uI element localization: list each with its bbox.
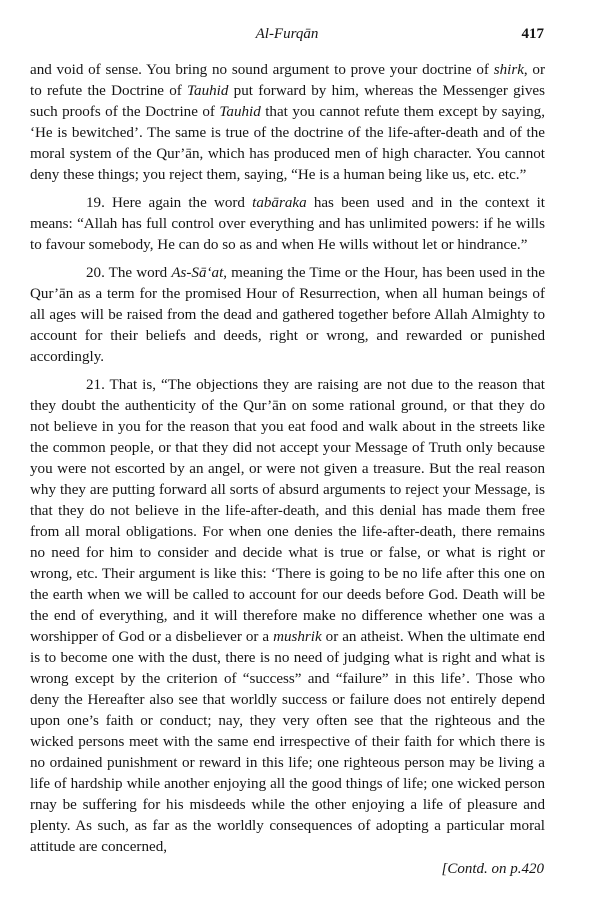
paragraph-continuation: and void of sense. You bring no sound argument to prove your doctrine of shirk, or to refute the Doctrine of Tauhid put forward by him, whereas the Messenger gives such proofs of the Doctrine of Tauhid that you cannot refute them except by saying, ‘He is bewitched’. The same is true of the doctrine of the life-after-death and of the moral system of the Qur’ān, which has produced men of high character. You cannot deny these things; you reject them, saying, “He is a human being like us, etc. etc.” [30, 62, 545, 183]
page-header [30, 26, 544, 48]
note-19: 19. Here again the word tabāraka has been used and in the context it means: “Allah has full control over everything and has unlimited powers: if he wills to favour somebody, He can do so as and when He wills without let or hindrance.” [30, 195, 545, 253]
running-title: Al-Furqān [255, 26, 319, 42]
page-body [30, 60, 545, 865]
note-21: 21. That is, “The objections they are raising are not due to the reason that they doubt the authenticity of the Qur’ān on some rational ground, or that they do not believe in you for the reason that you eat food and walk about in the streets like the common people, or that they did not accept your Message of Truth only because you were not escorted by an angel, or were not given a treasure. But the real reason why they are putting forward all sorts of absurd arguments to reject your Message, is that they do not believe in the life-after-death, and this denial has made them free from all moral obligations. For when one denies the life-after-death, there remains no need for him to consider and decide what is true or false, or what is right or wrong, etc. Their argument is like this: ‘There is going to be no life after this one on the earth when we will be called to account for our deeds before God. Death will be the end of everything, and it will therefore make no difference whether one was a worshipper of God or a disbeliever or a mushrik or an atheist. When the ultimate end is to become one with the dust, there is no need of judging what is right and what is wrong except by the criterion of “success” and “failure” in this life’. Those who deny the Hereafter also see that worldly success or failure does not entirely depend upon one’s faith or conduct; nay, they very often see that the righteous and the wicked persons meet with the same end irrespective of their faith for which there is no ordained punishment or reward in this life; one righteous person may be living a life of hardship while another enjoying all the good things of life; one wicked person rnay be suffering for his misdeeds while the other enjoying a life of pleasure and plenty. As such, as far as the worldly consequences of adopting a particular moral attitude are concerned, [30, 377, 545, 855]
continuation-note: [Contd. on p.420 [441, 861, 544, 877]
page-number: 417 [521, 26, 544, 42]
note-20: 20. The word As-Sā‘at, meaning the Time or the Hour, has been used in the Qur’ān as a term for the promised Hour of Resurrection, when all human beings of all ages will be raised from the dead and gathered together before Allah Almighty to account for their beliefs and deeds, right or wrong, and rewarded or punished accordingly. [30, 265, 546, 365]
